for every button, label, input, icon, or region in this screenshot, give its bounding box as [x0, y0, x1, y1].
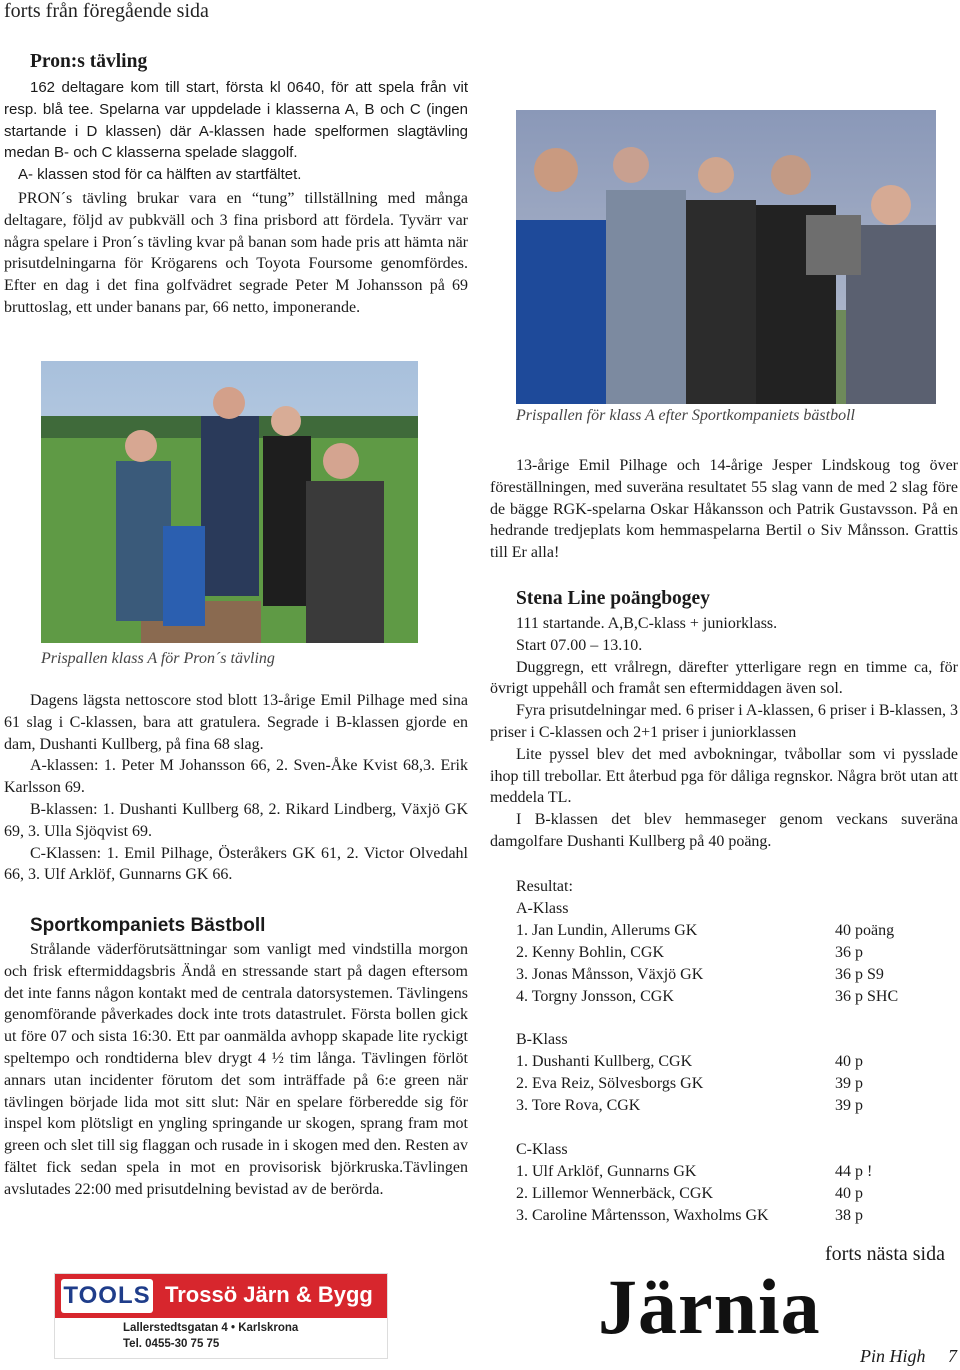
result-name: 1. Ulf Arklöf, Gunnarns GK — [516, 1162, 697, 1180]
results-list — [516, 876, 946, 1227]
pron-results-paragraph-1: Dagens lägsta nettoscore stod blott 13-årige Emil Pilhage med sina 61 slag i C-klassen, bara att gratulera. Segrade i B-klassen gjorde en dam, Dushanti Kullberg, på fina 68 slag. — [4, 692, 468, 753]
result-name: 1. Jan Lundin, Allerums GK — [516, 921, 698, 939]
stena-line-1: 111 startande. A,B,C-klass + juniorklass. — [516, 615, 778, 632]
stena-section — [490, 587, 958, 853]
result-name: 1. Dushanti Kullberg, CGK — [516, 1053, 693, 1071]
stena-line-2: Start 07.00 – 13.10. — [516, 636, 643, 654]
stena-title: Stena Line poängbogey — [516, 588, 710, 609]
result-score: 36 p — [835, 943, 863, 961]
caption-right-photo: Prispallen för klass A efter Sportkompaniets bästboll — [516, 407, 855, 424]
ad-jarnia-logo[interactable]: Järnia — [598, 1263, 821, 1350]
result-name: 2. Lillemor Wennerbäck, CGK — [516, 1184, 714, 1202]
stena-paragraph-3: Lite pyssel blev det med avbokningar, tvåbollar som vi pysslade ihop till trebollar. Ett återbud pga för dåliga regnskor. Några bröt utan att meddela TL. — [490, 745, 958, 807]
tools-logo: TOOLS — [63, 1282, 151, 1309]
tools-phone: Tel. 0455-30 75 75 — [123, 1338, 220, 1350]
result-score: 40 p — [835, 1053, 863, 1071]
result-name: 2. Eva Reiz, Sölvesborgs GK — [516, 1075, 704, 1093]
magazine-name: Pin High — [860, 1346, 926, 1366]
result-score: 40 poäng — [835, 921, 895, 939]
result-row — [516, 942, 946, 964]
caption-left-photo: Prispallen klass A för Pron´s tävling — [41, 650, 275, 667]
result-name: 3. Jonas Månsson, Växjö GK — [516, 965, 704, 983]
stena-paragraph-2: Fyra prisutdelningar med. 6 priser i A-klassen, 6 priser i B-klassen, 3 priser i C-klassen och 2+1 priser i juniorklassen — [490, 702, 958, 741]
pron-paragraph-3: PRON´s tävling brukar vara en “tung” tillställning med många deltagare, följd av pubkväll och 3 fina prisbord att fördela. Tyvärr var några spelare i Pron´s tävling kvar på banan som hade pris att hämta när prisutdelningarna för Krögarens och Toyota Foursome genomfördes. Efter en dag i det fina golfvädret segrade Peter M Johansson på 69 bruttoslag, ett under banans par, 66 netto, imponerande. — [4, 189, 468, 316]
result-score: 39 p — [835, 1075, 863, 1093]
pron-results-section — [4, 690, 468, 886]
results-heading: Resultat: — [516, 878, 573, 895]
result-row — [516, 1205, 946, 1227]
sportkompaniet-section — [4, 914, 468, 1201]
result-row — [516, 1161, 946, 1183]
stena-paragraph-1: Duggregn, ett vrålregn, därefter ytterligare regn en timme ca, för övrigt uppehåll och framåt sen eftermiddagen även sol. — [490, 658, 958, 698]
photo-sportkompaniet-podium — [516, 110, 936, 404]
result-row — [516, 986, 946, 1008]
stena-paragraph-4: I B-klassen det blev hemmaseger genom veckans suveräna damgolfare Dushanti Kullberg på 40 poäng. — [490, 811, 958, 850]
pron-results-c-class: C-Klassen: 1. Emil Pilhage, Österåkers GK 61, 2. Victor Olvedahl 66, 3. Ulf Arklöf, Gunnarns GK 66. — [4, 844, 468, 884]
c-class-heading: C-Klass — [516, 1141, 568, 1159]
sportkompaniet-paragraph: Strålande väderförutsättningar som vanligt med vindstilla morgon och frisk eftermiddagsbris Ändå en stressande start på dagen eftersom det inte fanns någon kontakt med de centrala datorsystemen. Tävlingens genomförande påverkades dock inte trots datastrulet. Första bollen gick ut före 07 och sista 16:30. Ett par oanmälda avhopp skapade lite ryckigt speltempo och rondtiderna blev drygt 4 ½ tim långa. Tävlingen förlöt annars utan incidenter förutom det som inträffade på 6:e green när tävlingen började lida mot sitt slut: När en spelare förberedde sig för inspel kom plötsligt en yngling springande ur skogen, sprang fram mot green och slet till sig flaggan och rusade in i skogen med den. Resten av fältet fick sedan spela in mot en provisorisk björkruska.Tävlingen avslutades 22:00 med prisutdelning bevistad av de berörda. — [4, 941, 468, 1198]
ad-tools-trosso[interactable] — [54, 1273, 388, 1359]
tools-logo-box — [61, 1279, 153, 1313]
emil-paragraph: 13-årige Emil Pilhage och 14-årige Jesper Lindskoug tog över föreställningen, med suveräna resultatet 55 slag vann de med 2 slag före de bägge RGK-spelarna Oskar Håkansson och Patrik Gustavsson. På en hedrande tredjeplats kom hemmaspelarna Bertil o Siv Månsson. Grattis till Er alla! — [490, 457, 958, 562]
result-name: 4. Torgny Jonsson, CGK — [516, 987, 674, 1005]
continued-next: forts nästa sida — [825, 1243, 945, 1265]
tools-company: Trossö Järn & Bygg — [165, 1282, 373, 1307]
result-name: 3. Tore Rova, CGK — [516, 1097, 641, 1115]
result-score: 36 p SHC — [835, 987, 899, 1005]
result-row — [516, 964, 946, 986]
ad-tools-banner — [55, 1274, 387, 1318]
result-name: 3. Caroline Mårtensson, Waxholms GK — [516, 1206, 769, 1224]
pron-paragraph-2: A- klassen stod för ca hälften av startfältet. — [18, 166, 302, 184]
result-row — [516, 1051, 946, 1073]
result-row — [516, 1095, 946, 1117]
tools-address: Lallerstedtsgatan 4 • Karlskrona — [123, 1322, 299, 1334]
result-row — [516, 1183, 946, 1205]
pron-results-a-class: A-klassen: 1. Peter M Johansson 66, 2. Sven-Åke Kvist 68,3. Erik Karlsson 69. — [4, 757, 468, 797]
result-name: 2. Kenny Bohlin, CGK — [516, 943, 664, 961]
result-score: 44 p ! — [835, 1162, 873, 1180]
pron-results-b-class: B-klassen: 1. Dushanti Kullberg 68, 2. Rikard Lindberg, Växjö GK 69, 3. Ulla Sjöqvist 69. — [4, 800, 468, 840]
a-class-heading: A-Klass — [516, 899, 569, 917]
pron-section — [4, 50, 468, 319]
b-class-heading: B-Klass — [516, 1031, 568, 1049]
pron-paragraph-1: 162 deltagare kom till start, första kl 0640, för att spela från vit resp. blå tee. Spelarna var uppdelade i klasserna A, B och C (ingen startande i D klassen) där A-klassen hade spelformen slagtävling medan B- och C klasserna spelade slaggolf. — [4, 79, 468, 162]
result-score: 38 p — [835, 1206, 863, 1224]
result-score: 36 p S9 — [835, 965, 884, 983]
result-score: 40 p — [835, 1184, 863, 1202]
pron-title: Pron:s tävling — [30, 51, 148, 72]
result-score: 39 p — [835, 1097, 863, 1115]
continued-from: forts från föregående sida — [4, 0, 209, 22]
page-number: 7 — [948, 1346, 957, 1366]
emil-section — [490, 455, 958, 564]
photo-pron-podium — [41, 361, 418, 643]
result-row — [516, 920, 946, 942]
result-row — [516, 1073, 946, 1095]
sportkompaniet-title: Sportkompaniets Bästboll — [30, 915, 266, 936]
